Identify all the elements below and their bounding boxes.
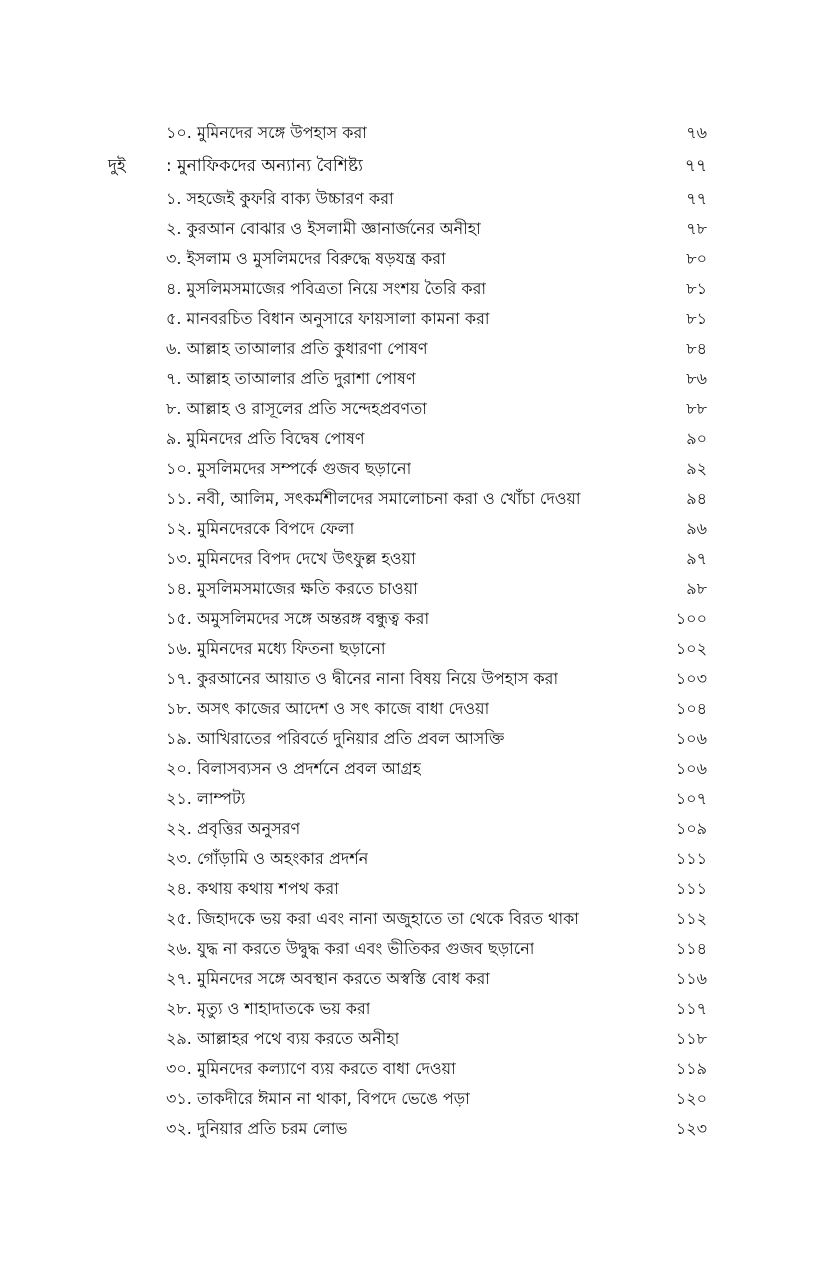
toc-entry [0,664,825,694]
entry-title: ২৪. কথায় কথায় শপথ করা [166,879,339,898]
page-number: ৭৮ [686,219,707,238]
page-number: ৯৪ [686,489,707,508]
entry-title: ১৬. মুমিনদের মধ্যে ফিতনা ছড়ানো [166,639,386,658]
page-number: ৭৭ [686,189,707,208]
toc-entry [0,574,825,604]
toc-entry [0,874,825,904]
page-number: ১০৯ [675,819,707,838]
page-number: ৮৪ [686,339,707,358]
page-number: ৯৮ [686,579,707,598]
entry-title: ১৩. মুমিনদের বিপদ দেখে উৎফুল্ল হওয়া [166,549,416,568]
toc-entry [0,964,825,994]
page-number: ১১১ [675,879,707,898]
entry-title: ১৯. আখিরাতের পরিবর্তে দুনিয়ার প্রতি প্রবল আসক্তি [166,729,505,748]
page-number: ১০৪ [675,699,707,718]
toc-entry [0,214,825,244]
toc-entry [0,514,825,544]
page-number: ৯২ [686,459,707,478]
page-number: ১০৬ [675,729,707,748]
entry-title: ২. কুরআন বোঝার ও ইসলামী জ্ঞানার্জনের অনীহা [166,219,481,238]
entry-title: ১৭. কুরআনের আয়াত ও দ্বীনের নানা বিষয় নিয়ে উপহাস করা [166,669,559,688]
toc-entry [0,754,825,784]
toc-entry [0,394,825,424]
entry-title: ৮. আল্লাহ ও রাসূলের প্রতি সন্দেহপ্রবণতা [166,399,427,418]
toc-entry [0,244,825,274]
toc-entry [0,1024,825,1054]
toc-entry [0,274,825,304]
page-number: ৯৭ [686,549,707,568]
toc-entry [0,424,825,454]
chapter-label: দুই [108,156,126,176]
entry-title: ৩০. মুমিনদের কল্যাণে ব্যয় করতে বাধা দেওয়া [166,1059,456,1078]
page-number: ১১৪ [675,939,707,958]
toc-entry [0,604,825,634]
toc-entry [0,934,825,964]
page-number: ৯৬ [686,519,707,538]
toc-chapter-heading [0,148,825,184]
page-number: ১১৬ [675,969,707,988]
entry-title: ১. সহজেই কুফরি বাক্য উচ্চারণ করা [166,189,394,208]
page-number: ১০২ [675,639,707,658]
toc-entry [0,694,825,724]
entry-title: ২১. লাম্পট্য [166,789,246,808]
page-number: ১২০ [675,1089,707,1108]
entry-title: ৩২. দুনিয়ার প্রতি চরম লোভ [166,1119,348,1138]
toc-entry [0,334,825,364]
toc-entry [0,814,825,844]
page-number: ১১৯ [675,1059,707,1078]
entry-title: ৬. আল্লাহ তাআলার প্রতি কুধারণা পোষণ [166,339,428,358]
page-number: ৮০ [686,249,707,268]
page-number: ১২৩ [675,1119,707,1138]
page-number: ৮৮ [686,399,707,418]
entry-title: ২৬. যুদ্ধ না করতে উদ্বুদ্ধ করা এবং ভীতিকর গুজব ছড়ানো [166,939,535,958]
entry-title: ১১. নবী, আলিম, সৎকর্মশীলদের সমালোচনা করা ও খোঁচা দেওয়া [166,489,581,508]
toc-entry [0,844,825,874]
toc-entry [0,1084,825,1114]
toc-entry [0,118,825,148]
entry-title: ২৫. জিহাদকে ভয় করা এবং নানা অজুহাতে তা থেকে বিরত থাকা [166,909,579,928]
chapter-title: : মুনাফিকদের অন্যান্য বৈশিষ্ট্য [166,156,363,176]
page-number: ১০৭ [675,789,707,808]
page-number: ১১১ [675,849,707,868]
entry-title: ২৮. মৃত্যু ও শাহাদাতকে ভয় করা [166,999,371,1018]
entry-title: ৭. আল্লাহ তাআলার প্রতি দুরাশা পোষণ [166,369,416,388]
entry-title: ১৪. মুসলিমসমাজের ক্ষতি করতে চাওয়া [166,579,418,598]
entry-title: ২০. বিলাসব্যসন ও প্রদর্শনে প্রবল আগ্রহ [166,759,421,778]
entry-title: ১৫. অমুসলিমদের সঙ্গে অন্তরঙ্গ বন্ধুত্ব করা [166,609,430,628]
page-number: ১১৭ [675,999,707,1018]
page-number: ১১৮ [675,1029,707,1048]
page-number: ৮১ [686,279,707,298]
toc-entry [0,184,825,214]
entry-title: ২৯. আল্লাহর পথে ব্যয় করতে অনীহা [166,1029,400,1048]
entry-title: ১২. মুমিনদেরকে বিপদে ফেলা [166,519,355,538]
entry-title: ২৭. মুমিনদের সঙ্গে অবস্থান করতে অস্বস্তি বোধ করা [166,969,490,988]
page-number: ১০৩ [675,669,707,688]
toc-entry [0,484,825,514]
entry-title: ১০. মুমিনদের সঙ্গে উপহাস করা [166,123,367,142]
toc-entry [0,304,825,334]
toc-entry [0,784,825,814]
page-number: ১০৬ [675,759,707,778]
toc-entry [0,994,825,1024]
entry-title: ২২. প্রবৃত্তির অনুসরণ [166,819,301,838]
toc-entry [0,904,825,934]
toc-entry [0,1114,825,1144]
entry-title: ৫. মানবরচিত বিধান অনুসারে ফায়সালা কামনা করা [166,309,490,328]
entry-title: ২৩. গোঁড়ামি ও অহংকার প্রদর্শন [166,849,369,868]
entry-title: ৪. মুসলিমসমাজের পবিত্রতা নিয়ে সংশয় তৈরি করা [166,279,487,298]
toc-entry [0,544,825,574]
page-number: ১১২ [675,909,707,928]
toc-entry [0,724,825,754]
entry-title: ৩১. তাকদীরে ঈমান না থাকা, বিপদে ভেঙে পড়া [166,1089,470,1108]
entry-title: ৯. মুমিনদের প্রতি বিদ্বেষ পোষণ [166,429,365,448]
table-of-contents [0,118,825,1144]
entry-title: ১৮. অসৎ কাজের আদেশ ও সৎ কাজে বাধা দেওয়া [166,699,490,718]
entry-title: ১০. মুসলিমদের সম্পর্কে গুজব ছড়ানো [166,459,412,478]
page-number: ১০০ [675,609,707,628]
page-number: ৯০ [686,429,707,448]
toc-entry [0,364,825,394]
toc-entry [0,1054,825,1084]
page-number: ৭৬ [686,123,707,142]
page-number: ৭৭ [684,156,707,176]
toc-entry [0,634,825,664]
toc-entry [0,454,825,484]
page-number: ৮৬ [686,369,707,388]
entry-title: ৩. ইসলাম ও মুসলিমদের বিরুদ্ধে ষড়যন্ত্র করা [166,249,446,268]
page-number: ৮১ [686,309,707,328]
